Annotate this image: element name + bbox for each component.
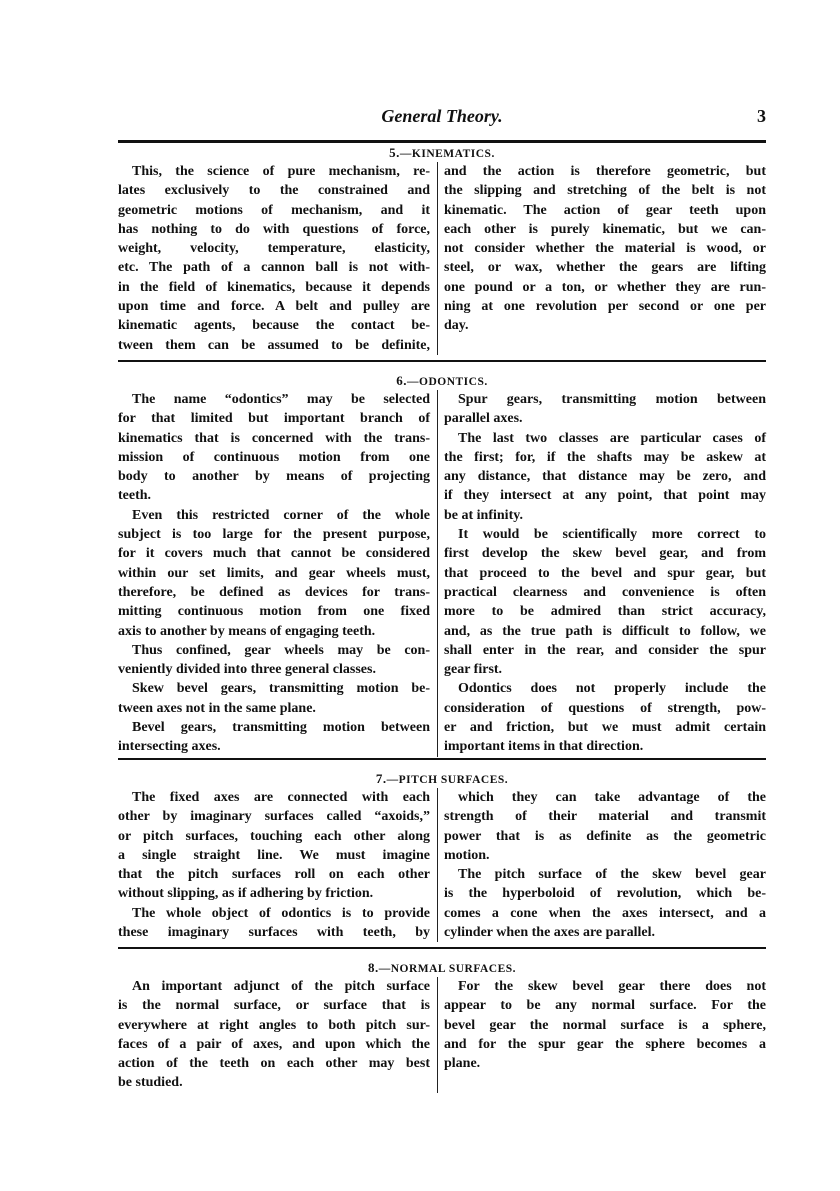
paragraph bbox=[444, 865, 766, 942]
text-line: tween them can be assumed to be definite, bbox=[118, 337, 430, 353]
text-line: for it covers much that cannot be considered bbox=[118, 546, 430, 562]
left-column bbox=[118, 788, 438, 942]
text-line: veniently divided into three general classes. bbox=[118, 662, 376, 678]
section-heading bbox=[118, 143, 766, 162]
text-line: first develop the skew bevel gear, and from bbox=[444, 546, 766, 562]
text-line: the slipping and stretching of the belt is not bbox=[444, 183, 766, 199]
text-line: The whole object of odontics is to provide bbox=[132, 905, 430, 921]
text-line: lates exclusively to the constrained and bbox=[118, 183, 430, 199]
text-line: geometric motions of mechanism, and it bbox=[118, 202, 430, 218]
right-column bbox=[438, 977, 766, 1093]
text-line: kinematic agents, because the contact be- bbox=[118, 318, 430, 334]
text-line: Thus confined, gear wheels may be con- bbox=[132, 642, 430, 658]
text-line: cylinder when the axes are parallel. bbox=[444, 925, 656, 941]
text-line: An important adjunct of the pitch surface bbox=[132, 979, 430, 994]
text-line: important items in that direction. bbox=[444, 739, 644, 755]
section-title: —PITCH SURFACES. bbox=[386, 774, 509, 786]
text-line: strength of their material and transmit bbox=[444, 809, 766, 825]
section-odontics bbox=[118, 371, 766, 757]
text-line: power that is as definite as the geometric bbox=[444, 828, 766, 844]
section-number: 5. bbox=[389, 145, 400, 160]
running-title: General Theory. bbox=[381, 106, 503, 126]
section-kinematics bbox=[118, 143, 766, 355]
paragraph bbox=[118, 506, 430, 641]
text-line: Bevel gears, transmitting motion between bbox=[132, 720, 430, 736]
text-line: shall enter in the rear, and consider the spur bbox=[444, 642, 766, 658]
left-column bbox=[118, 977, 438, 1093]
text-line: Skew bevel gears, transmitting motion be- bbox=[132, 681, 430, 697]
text-line: if they intersect at any point, that point may bbox=[444, 488, 766, 504]
text-line: upon time and force. A belt and pulley are bbox=[118, 299, 430, 315]
text-line: has nothing to do with questions of force, bbox=[118, 221, 430, 237]
text-line: or pitch surfaces, touching each other along bbox=[118, 828, 430, 844]
text-line: therefore, be defined as devices for trans- bbox=[118, 584, 430, 600]
running-header bbox=[118, 106, 766, 134]
paragraph bbox=[118, 679, 430, 718]
text-line: that the pitch surfaces roll on each other bbox=[118, 867, 430, 883]
text-line: subject is too large for the present purpose, bbox=[118, 527, 430, 543]
text-line: is the normal surface, or surface that is bbox=[118, 998, 430, 1014]
right-column bbox=[438, 162, 766, 355]
text-line: appear to be any normal surface. For the bbox=[444, 998, 766, 1014]
left-column bbox=[118, 390, 438, 757]
text-line: ning at one revolution per second or one per bbox=[444, 299, 766, 315]
section-heading bbox=[118, 769, 766, 788]
text-line: It would be scientifically more correct to bbox=[458, 527, 766, 543]
text-line: any distance, that distance may be zero, and bbox=[444, 469, 766, 485]
text-line: and for the spur gear the sphere becomes a bbox=[444, 1036, 766, 1052]
text-line: teeth. bbox=[118, 488, 152, 504]
text-line: mission of continuous motion from one bbox=[118, 449, 430, 465]
paragraph bbox=[118, 788, 430, 904]
text-line: everywhere at right angles to both pitch sur- bbox=[118, 1017, 430, 1033]
text-line: a single straight line. We must imagine bbox=[118, 847, 430, 863]
paragraph bbox=[444, 162, 766, 336]
text-line: intersecting axes. bbox=[118, 739, 221, 755]
text-line: comes a cone when the axes intersect, and a bbox=[444, 905, 766, 921]
text-line: etc. The path of a cannon ball is not with- bbox=[118, 260, 430, 276]
text-line: gear first. bbox=[444, 662, 503, 678]
text-line: and the action is therefore geometric, but bbox=[444, 164, 766, 179]
text-line: The name “odontics” may be selected bbox=[132, 392, 430, 407]
text-line: Spur gears, transmitting motion between bbox=[458, 392, 766, 407]
section-number: 8. bbox=[367, 960, 379, 975]
text-line: er and friction, but we must admit certain bbox=[444, 720, 766, 736]
text-line: action of the teeth on each other may best bbox=[118, 1056, 430, 1072]
paragraph bbox=[444, 429, 766, 525]
paragraph bbox=[444, 525, 766, 679]
text-line: without slipping, as if adhering by friction. bbox=[118, 886, 374, 902]
text-line: be studied. bbox=[118, 1075, 183, 1091]
text-line: weight, velocity, temperature, elasticity, bbox=[118, 241, 430, 257]
text-line: steel, or wax, whether the gears are lifting bbox=[444, 260, 766, 276]
text-line: motion. bbox=[444, 847, 490, 863]
text-line: that proceed to the bevel and spur gear, but bbox=[444, 565, 766, 581]
text-line: not consider whether the material is wood, or bbox=[444, 241, 766, 257]
text-line: in the field of kinematics, because it depends bbox=[118, 279, 430, 295]
text-line: more to be admired than strict accuracy, bbox=[444, 604, 766, 620]
text-line: body to another by means of projecting bbox=[118, 469, 430, 485]
text-line: other by imaginary surfaces called “axoids,” bbox=[118, 809, 430, 825]
section-heading bbox=[118, 371, 766, 390]
text-line: practical clearness and convenience is often bbox=[444, 584, 766, 600]
right-column bbox=[438, 390, 766, 757]
text-line: Odontics does not properly include the bbox=[458, 681, 766, 697]
text-line: these imaginary surfaces with teeth, by bbox=[118, 925, 430, 941]
text-line: plane. bbox=[444, 1056, 481, 1072]
page-number: 3 bbox=[757, 106, 766, 126]
section-rule bbox=[118, 360, 766, 362]
section-title: —NORMAL SURFACES. bbox=[378, 963, 517, 975]
paragraph bbox=[444, 788, 766, 865]
section-number: 7. bbox=[375, 771, 387, 786]
text-line: be at infinity. bbox=[444, 507, 523, 523]
paragraph bbox=[118, 390, 430, 506]
text-line: Even this restricted corner of the whole bbox=[132, 507, 430, 523]
section-heading bbox=[118, 958, 766, 977]
paragraph bbox=[444, 390, 766, 429]
section-pitch-surfaces bbox=[118, 769, 766, 942]
paragraph bbox=[118, 718, 430, 757]
text-line: each other is purely kinematic, but we can- bbox=[444, 221, 766, 237]
text-line: kinematics that is concerned with the trans- bbox=[118, 430, 430, 446]
left-column bbox=[118, 162, 438, 355]
section-title: —KINEMATICS. bbox=[399, 148, 495, 160]
text-line: is the hyperboloid of revolution, which be- bbox=[444, 886, 766, 902]
right-column bbox=[438, 788, 766, 942]
paragraph bbox=[444, 679, 766, 756]
section-title: —ODONTICS. bbox=[407, 376, 488, 388]
text-line: This, the science of pure mechanism, re- bbox=[132, 164, 430, 179]
section-rule bbox=[118, 758, 766, 760]
text-line: kinematic. The action of gear teeth upon bbox=[444, 202, 766, 218]
text-line: The last two classes are particular cases of bbox=[458, 430, 766, 446]
section-rule bbox=[118, 947, 766, 949]
text-line: the first; for, if the shafts may be askew at bbox=[444, 449, 766, 465]
text-line: For the skew bevel gear there does not bbox=[458, 979, 766, 994]
text-line: within our set limits, and gear wheels must, bbox=[118, 565, 430, 581]
text-line: The pitch surface of the skew bevel gear bbox=[458, 867, 766, 883]
text-line: and, as the true path is difficult to follow, we bbox=[444, 623, 766, 639]
text-line: bevel gear the normal surface is a sphere, bbox=[444, 1017, 766, 1033]
text-line: one pound or a ton, or whether they are run- bbox=[444, 279, 766, 295]
text-line: day. bbox=[444, 318, 469, 334]
text-line: tween axes not in the same plane. bbox=[118, 700, 316, 716]
text-line: faces of a pair of axes, and upon which the bbox=[118, 1036, 430, 1052]
text-line: consideration of questions of strength, pow- bbox=[444, 700, 766, 716]
text-line: The fixed axes are connected with each bbox=[132, 790, 430, 805]
paragraph bbox=[118, 162, 430, 355]
paragraph bbox=[118, 977, 430, 1093]
paragraph bbox=[118, 641, 430, 680]
section-normal-surfaces bbox=[118, 958, 766, 1093]
text-line: parallel axes. bbox=[444, 411, 523, 427]
text-line: which they can take advantage of the bbox=[458, 790, 766, 805]
paragraph bbox=[118, 904, 430, 943]
text-line: mitting continuous motion from one fixed bbox=[118, 604, 430, 620]
paragraph bbox=[444, 977, 766, 1073]
text-line: axis to another by means of engaging teeth. bbox=[118, 623, 376, 639]
text-line: for that limited but important branch of bbox=[118, 411, 430, 427]
section-number: 6. bbox=[396, 373, 407, 388]
